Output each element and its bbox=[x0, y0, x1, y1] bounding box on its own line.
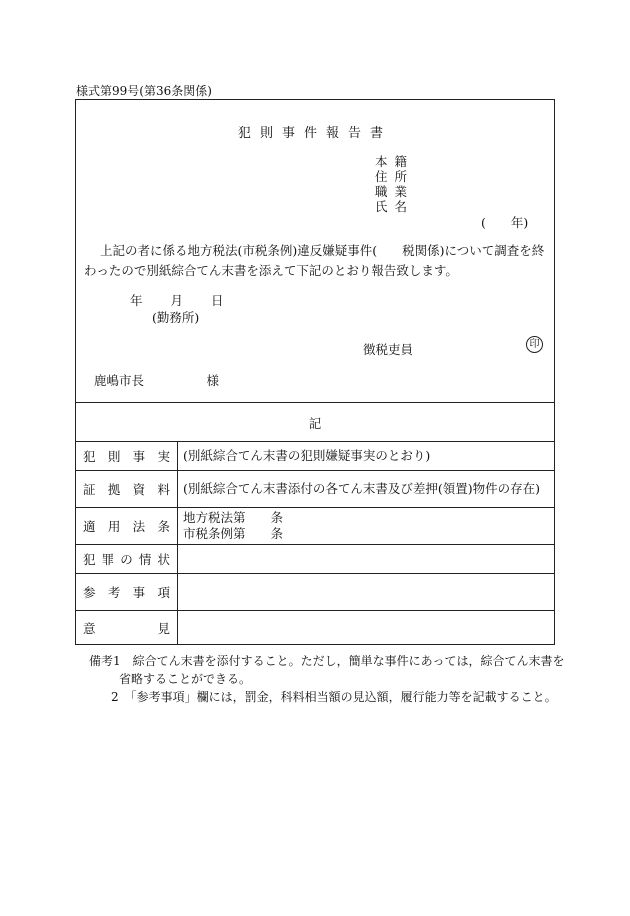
report-date: 年 月 日 bbox=[130, 293, 225, 308]
row-label-char: 意 bbox=[83, 620, 96, 636]
field-shokugyo: 職業 bbox=[375, 184, 415, 199]
row-label-char: 実 bbox=[157, 448, 170, 464]
row-label-char: 資 bbox=[132, 481, 146, 497]
row-label-char: 考 bbox=[107, 584, 121, 600]
form-number: 様式第99号(第36条関係) bbox=[76, 84, 212, 98]
row-label-char: 参 bbox=[83, 584, 96, 600]
field-honseki: 本籍 bbox=[375, 154, 415, 169]
row-label-char: 情 bbox=[138, 551, 152, 567]
row-label-char: 見 bbox=[157, 620, 170, 636]
report-body: 上記の者に係る地方税法(市税条例)違反嫌疑事件( 税関係)について調査を終わったので別紙綜合てん末書を添えて下記のとおり報告致します。 bbox=[84, 243, 545, 278]
row-label-char: 用 bbox=[107, 518, 121, 534]
row-label-char: 条 bbox=[157, 518, 170, 534]
row-label-sanko-jiko bbox=[76, 573, 177, 610]
office-label: (勤務所) bbox=[152, 310, 200, 325]
row-label-hansoku-jijitsu bbox=[76, 441, 177, 470]
row-label-char: の bbox=[120, 551, 133, 567]
row-label-char: 犯 bbox=[83, 551, 96, 567]
row-label-char: 事 bbox=[132, 448, 146, 464]
row-label-char: 証 bbox=[83, 481, 96, 497]
field-jusho: 住所 bbox=[375, 169, 415, 184]
row-label-shoko-shiryo bbox=[76, 470, 177, 507]
report-frame bbox=[75, 99, 555, 645]
note-2: 2 「参考事項」欄には，罰金，科料相当額の見込額，履行能力等を記載すること。 bbox=[111, 690, 557, 704]
row-label-char: 事 bbox=[132, 584, 146, 600]
row-label-char: 犯 bbox=[83, 448, 96, 464]
field-shimei: 氏名 bbox=[375, 199, 415, 214]
column-divider bbox=[177, 441, 178, 644]
officer-label: 徴税吏員 bbox=[363, 342, 414, 357]
row-label-char: 罪 bbox=[101, 551, 115, 567]
row-label-char: 項 bbox=[157, 584, 170, 600]
ki-heading: 記 bbox=[308, 416, 322, 431]
addressee: 鹿嶋市長 様 bbox=[94, 373, 220, 388]
row-label-char: 料 bbox=[157, 481, 170, 497]
report-title: 犯則事件報告書 bbox=[237, 126, 392, 141]
row-value-hansoku-jijitsu: (別紙綜合てん末書の犯則嫌疑事実のとおり) bbox=[183, 448, 431, 463]
row-label-char: 状 bbox=[157, 551, 170, 567]
row-label-iken bbox=[76, 610, 177, 645]
row-label-tekiyo-hojo bbox=[76, 507, 177, 544]
seal-icon: 印 bbox=[526, 336, 543, 353]
row-label-char: 法 bbox=[132, 518, 146, 534]
row-value-shoko-shiryo: (別紙綜合てん末書添付の各てん末書及び差押(領置)物件の存在) bbox=[183, 481, 541, 496]
row-label-char: 拠 bbox=[107, 481, 121, 497]
row-label-char: 適 bbox=[83, 518, 96, 534]
note-1: 備考1 綜合てん末書を添付すること。ただし，簡単な事件にあっては，綜合てん末書を bbox=[89, 654, 565, 668]
year-parenthesis: ( 年) bbox=[481, 215, 529, 230]
divider bbox=[76, 402, 554, 403]
row-value-tekiyo-hojo: 地方税法第 条 市税条例第 条 bbox=[183, 510, 284, 541]
note-1-continued: 省略することができる。 bbox=[119, 672, 252, 686]
row-label-char: 則 bbox=[107, 448, 121, 464]
row-label-hanzai-jojo bbox=[76, 544, 177, 573]
